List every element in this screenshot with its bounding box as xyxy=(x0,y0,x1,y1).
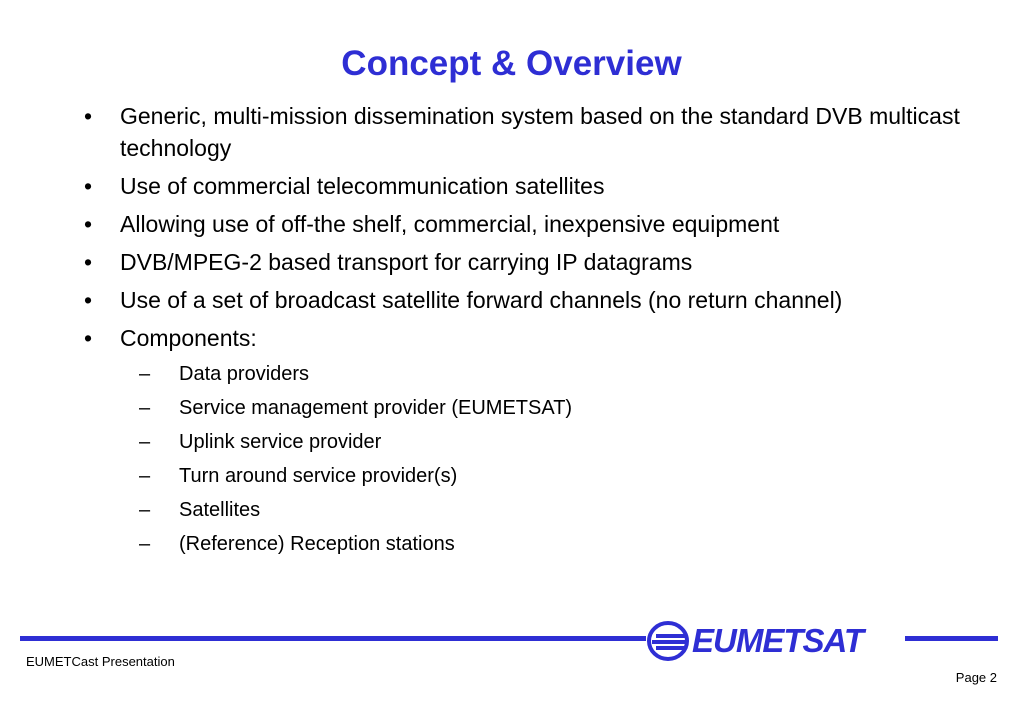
bullet-text: Components: xyxy=(120,325,257,351)
bullet-item xyxy=(84,246,1004,278)
bullet-item xyxy=(84,100,1004,164)
sub-bullet-marker: – xyxy=(139,533,151,555)
bullet-text: Use of a set of broadcast satellite forward channels (no return channel) xyxy=(120,287,843,313)
sub-bullet-text: Satellites xyxy=(179,499,261,521)
sub-bullet-item xyxy=(139,360,1004,388)
eumetsat-logo xyxy=(646,619,904,663)
bullet-list xyxy=(84,100,1004,564)
slide-title: Concept & Overview xyxy=(341,44,682,83)
sub-bullet-item xyxy=(139,394,1004,422)
sub-bullet-marker: – xyxy=(139,465,151,487)
bullet-text: Generic, multi-mission dissemination system based on the standard DVB multicast technology xyxy=(120,103,960,161)
sub-bullet-text: Uplink service provider xyxy=(179,431,382,453)
footer-divider-left xyxy=(20,636,646,641)
page-number: Page 2 xyxy=(955,670,997,685)
bullet-text: DVB/MPEG-2 based transport for carrying IP datagrams xyxy=(120,249,693,275)
presentation-name: EUMETCast Presentation xyxy=(26,654,175,669)
sub-bullet-text: Data providers xyxy=(179,363,310,385)
sub-bullet-marker: – xyxy=(139,397,151,419)
bullet-text: Allowing use of off-the shelf, commercial, inexpensive equipment xyxy=(120,211,780,237)
logo-wordmark: EUMETSAT xyxy=(692,622,864,659)
bullet-item xyxy=(84,170,1004,202)
bullet-marker: • xyxy=(84,211,93,237)
bullet-item xyxy=(84,322,1004,354)
bullet-marker: • xyxy=(84,249,93,275)
sub-bullet-item xyxy=(139,530,1004,558)
sub-bullet-text: (Reference) Reception stations xyxy=(179,533,455,555)
bullet-marker: • xyxy=(84,173,93,199)
sub-bullet-marker: – xyxy=(139,431,151,453)
sub-bullet-text: Service management provider (EUMETSAT) xyxy=(179,397,573,419)
footer-divider-right xyxy=(905,636,998,641)
sub-bullet-item xyxy=(139,496,1004,524)
sub-bullet-list xyxy=(84,360,1004,558)
sub-bullet-item xyxy=(139,428,1004,456)
sub-bullet-marker: – xyxy=(139,499,151,521)
sub-bullet-text: Turn around service provider(s) xyxy=(179,465,458,487)
bullet-item xyxy=(84,284,1004,316)
bullet-marker: • xyxy=(84,287,93,313)
bullet-item xyxy=(84,208,1004,240)
sub-bullet-marker: – xyxy=(139,363,151,385)
sub-bullet-item xyxy=(139,462,1004,490)
eumetsat-emblem-icon xyxy=(646,619,690,663)
bullet-marker: • xyxy=(84,325,93,351)
bullet-text: Use of commercial telecommunication satellites xyxy=(120,173,605,199)
bullet-marker: • xyxy=(84,103,93,129)
